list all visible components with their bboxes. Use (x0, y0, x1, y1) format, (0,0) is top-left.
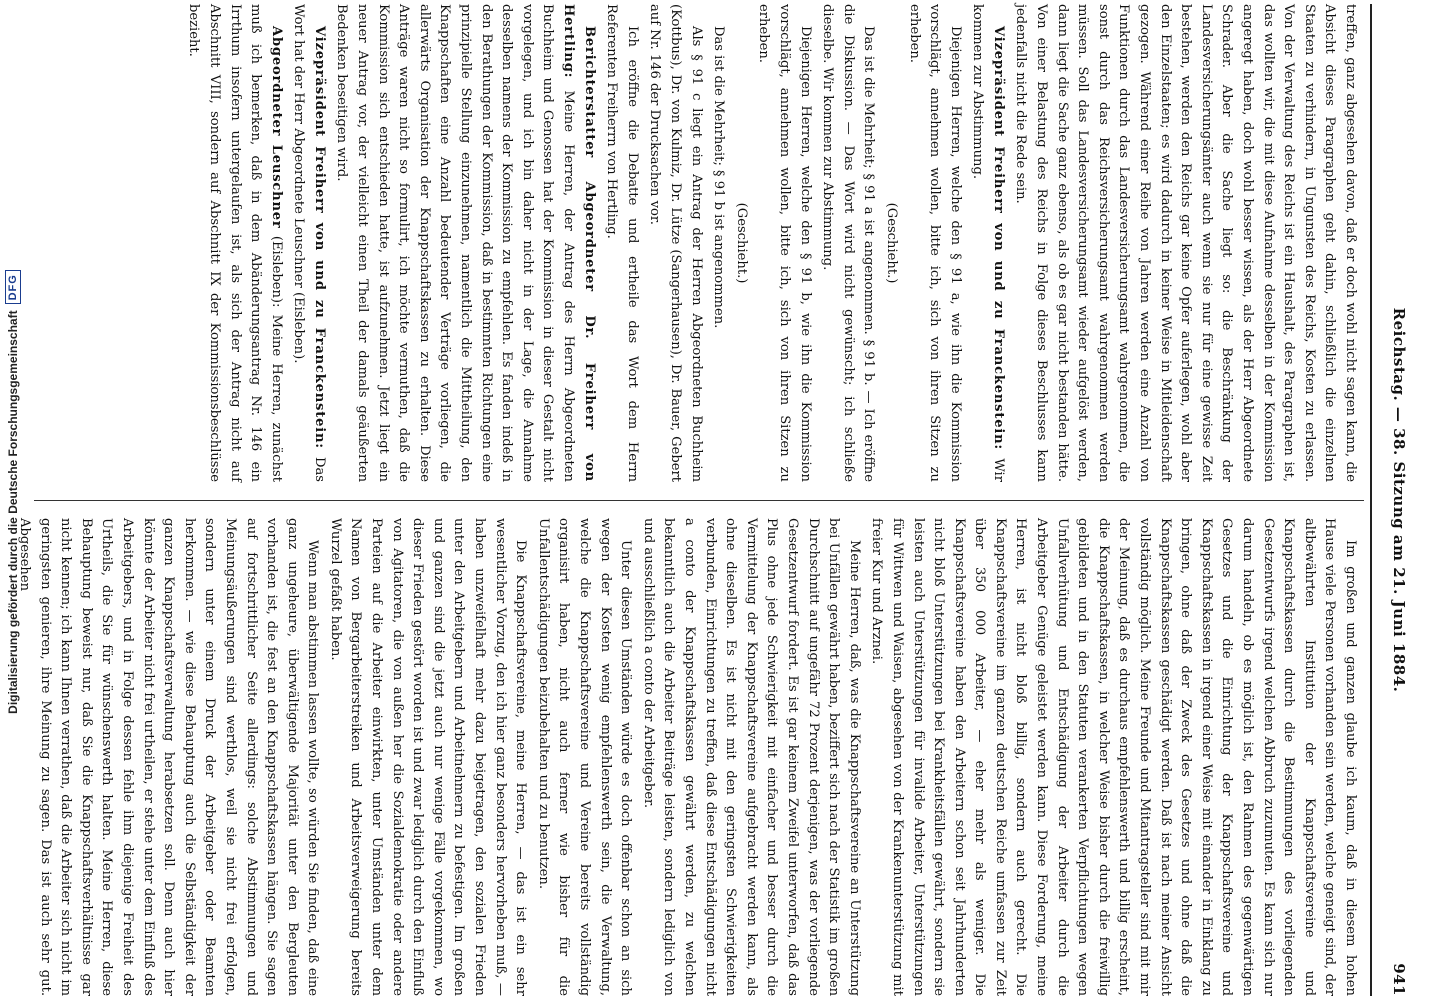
header-rule (1370, 4, 1372, 996)
right-column (17, 518, 1360, 996)
paragraph (288, 4, 329, 482)
paragraph: Die Knappschaftsvereine, meine Herren, — das ist ein sehr wesentlicher Vorzug, den ich hier ganz besonders hervorheben muß, — haben unzweifelhaft mehr dazu beigetragen, den sozialen Frieden unter den Arbeitgebern und Arbeitnehmern zu befestigen. Im großen und ganzen sind die jetzt auch nur wenige Fälle vorgekommen, wo dieser Frieden gestört worden ist und zwar lediglich durch den Einfluß von Agitatoren, die von außen her die Sozialdemokratie oder andere Parteien auf die Arbeiter einwirkten, unter Umständen unter dem Namen von Bergarbeiterstreiken und Arbeitsverweigerung bereits Wurzel gefaßt haben. (327, 518, 529, 996)
paragraph (967, 4, 1008, 482)
speaker-name: Vizepräsident Freiherr von und zu Franckenstein: (311, 26, 327, 449)
speech-text: Wir kommen zur Abstimmung. (970, 4, 1006, 482)
paragraph: Diejenigen Herren, welche den § 91 a, wie ihn die Kommission vorschlägt, annehmen wollen, bitte ich, sich von ihren Sitzen zu erheben. (906, 4, 963, 482)
paragraph: Das ist die Mehrheit; § 91 a ist angenommen. § 91 b. — Ich eröffne die Diskussion. — Das Wort wird nicht gewünscht; ich schließe dieselbe. Wir kommen zur Abstimmung. (820, 4, 877, 482)
speaker-name: Abgeordneter Leuschner (268, 26, 284, 229)
paragraph: Wenn man abstimmen lassen wollte, so würden Sie finden, daß eine ganz ungeheure, überwältigende Majorität unter den Bergleuten vorhanden ist, die fest an den Knappschaftskassen hängen. Sie sagen auf fortschrittlicher Seite allerdings: solche Abstimmungen und Meinungsäußerungen sind werthlos, weil sie nicht frei erfolgen, sondern unter einem Druck der Arbeitgeber oder Beamten herkommen. — wie diese Behauptung auch die Selbständigkeit der ganzen Knappschaftsverwaltung herabsetzen soll. Denn auch hier könnte der Arbeiter nicht frei urtheilen, er stehe unter dem Einfluß des Arbeitgebers, und in Folge dessen fehle ihm diejenige Freiheit des Urtheils, die Sie für wünschenswerth halten. Meine Herren, diese Behauptung beweist nur, daß Sie die Knappschaftsverhältnisse gar nicht kennen; ich kann Ihnen verrathen, daß die Arbeiter sich nicht im geringsten genieren, ihre Meinung zu sagen. Das ist auch sehr gut. Abgesehen (17, 518, 321, 996)
paragraph: Diejenigen Herren, welche den § 91 b, wie ihn die Kommission vorschlägt, annehmen wollen, bitte ich, sich von ihren Sitzen zu erheben. (756, 4, 813, 482)
stage-direction: (Geschieht.) (733, 202, 749, 284)
paragraph (331, 4, 599, 482)
left-column (40, 4, 1360, 482)
speech-text: Das Wort hat der Herr Abgeordnete Leuschner (Eisleben). (291, 4, 327, 483)
paragraph: Ich eröffne die Debatte und ertheile das Wort dem Herrn Referenten Freiherrn von Hertling. (604, 4, 640, 482)
running-head (1376, 4, 1422, 996)
paragraph: Unter diesen Umständen würde es doch offenbar schon an sich wegen der Kosten wenig empfehlenswerth sein, die Verwaltung, welche die Knappschaftsvereine und Vereine bereits vollständig organisirt haben, nicht auch ferner wie bisher für die Unfallentschädigungen beizubehalten und zu benutzen. (535, 518, 634, 996)
running-head-title: Reichstag. — 38. Sitzung am 21. Juni 1884. (1390, 307, 1408, 693)
paragraph: Als § 91 c liegt ein Antrag der Herren Abgeordneten Buchheim (Kottbus), Dr. von Kulmiz, Dr. Lütze (Sangerhausen), Dr. Bauer, Gebert auf Nr. 146 der Drucksachen vor. (647, 4, 704, 482)
page-number: 941 (1390, 963, 1408, 996)
paragraph: Das ist die Mehrheit; § 91 b ist angenommen. (711, 26, 727, 329)
dfg-logo: DFG (5, 270, 21, 304)
paragraph: Im großen und ganzen glaube ich kaum, daß in diesem hohen Hause viele Personen vorhanden sein werden, welche geneigt sind, der altbewährten Institution der Knappschaftsvereine und Knappschaftskassen durch die Bestimmungen des vorliegenden Gesetzentwurfs irgend welchen Abbruch zuzumuten. Es kann sich nur darum handeln, ob es möglich ist, den Rahmen des gegenwärtigen Gesetzes und die Einrichtung der Knappschaftsvereine und Knappschaftskassen in irgend einer Weise mit einander in Einklang zu bringen, ohne daß der Zweck des Gesetzes und ohne daß die Knappschaftskassen geschädigt werden. Daß ist nach meiner Ansicht vollständig möglich. Meine Freunde und Mitantragsteller sind mit mir der Meinung, daß es durchaus empfehlenswerth und billig erscheint, die Knappschaftskassen, in welcher Weise bisher durch die freiwillig gebildeten und in den Statuten verankerten Verpflichtungen wegen Unfallverhütung und Entschädigung der Arbeiter durch die Arbeitgeber Genüge geleistet werden kann. Diese Forderung, meine Herren, ist nicht bloß billig, sondern auch gerecht. Die Knappschaftsvereine im ganzen deutschen Reiche umfassen zur Zeit über 350 000 Arbeiter, — eher mehr als weniger. Die Knappschaftsvereine haben den Arbeitern schon seit Jahrhunderten nicht bloß Unterstützungen bei Krankheitsfällen gewährt, sondern sie leisten auch Unterstützungen für invalide Arbeiter, Unterstützungen für Wittwen und Waisen, abgesehen von der Krankenunterstützung mit freier Kur und Arznei. (869, 518, 1358, 996)
speaker-name: Berichterstatter Abgeordneter Dr. Freiherr von Hertling: (561, 4, 597, 482)
speaker-name: Vizepräsident Freiherr von und zu Franckenstein: (990, 26, 1006, 451)
stage-direction: (Geschieht.) (883, 202, 899, 284)
paragraph: Meine Herren, daß, was die Knappschaftsvereine an Unterstützung bei Unfällen gewährt haben, beziffert sich nach der Statistik im großen Durchschnitt auf ungefähr 72 Prozent derjenigen, was der vorliegende Gesetzentwurf fordert. Es ist gar keinem Zweifel unterworfen, daß das Plus ohne jede Schwierigkeit mit einfacher und besser durch die Vermittelung der Knappschaftsvereine aufgebracht werden kann, als ohne dieselben. Es ist nicht mit den geringsten Schwierigkeiten verbunden, Einrichtungen zu treffen, daß diese Entschädigungen nicht a conto der Knappschaftskassen gewährt werden, zu welchen bekanntlich auch die Arbeiter Beiträge leisten, sondern lediglich von und ausschließlich a conto der Arbeitgeber. (640, 518, 862, 996)
paragraph (183, 4, 286, 482)
speech-text: (Eisleben): Meine Herren, zunächst muß ich bemerken, daß in dem Abänderungsantrag Nr. 146 ein Irrthum insofern untergelaufen ist, als sich der Antrag nicht auf Abschnitt VIII, sondern auf Abschnitt IX der Kommissionsbeschlüsse bezieht. (186, 4, 284, 482)
speech-text: Meine Herren, der Antrag des Herrn Abgeordneten Buchheim und Genossen hat der Kommission in dieser Gestalt nicht vorgelegen, und ich bin daher nicht in der Lage, die Annahme desselben namens der Kommission zu empfehlen. Es fanden indeß in den Berathungen der Kommission, daß in bestimmten Richtungen eine prinzipielle Stellung einzunehmen, namentlich die Mittheilung, den Knappschaften eine Anzahl bedeutender Verträge vorliegen, die allerwärts Organisation der Knappschaftskassen zu erhalten. Diese Anträge waren nicht so formulirt, ich möchte vermuthen, daß die Kommission sich entschieden hatte, ist aufzunehmen. Jetzt liegt ein neuer Antrag vor, der vielleicht einen Theil der damals geäußerten Bedenken beseitigen wird. (334, 4, 577, 482)
scanned-page (17, 4, 1422, 996)
page-content (17, 4, 1422, 996)
column-divider (34, 500, 1364, 501)
paragraph: treffen, ganz abgesehen davon, daß er doch wohl nicht sagen kann, die Absicht dieses Paragraphen geht dahin, schließlich die einzelnen Staaten zu verhindern, in Ungunsten des Reichs, Kosten zu erlassen. Von der Verwaltung des Reichs ist ein Haushalt, des Paragraphen ist, das wollten wir, die mit diese Aufnahme desselben in der Kommission angeregt haben, doch wohl besser wissen, als der Herr Abgeordnete Schrader. Aber die Sache liegt so: die Beschränkung der Landesversicherungsämter auch wenn sie nur für eine gewisse Zeit bestehen, werden den Reichs gar keine Opfer auferlegen, wohl aber den Einzelstaaten; es wird dadurch in keiner Weise in Mitleidenschaft gezogen. Während einer Reihe von Jahren werden eine Anzahl von Funktionen durch das Landesversicherungsamt wahrgenommen, die sonst durch das Reichsversicherungsamt wahrgenommen werden müssen. Soll das Landesversicherungsamt wieder aufgelöst werden, dann liegt die Sache ganz ebenso, als ob es gar nicht bestanden hätte. Von einer Belastung des Reichs in Folge dieses Beschlusses kann jedenfalls nicht die Rede sein. (1013, 4, 1358, 482)
credit-text: Digitalisierung gefördert durch die Deutsche Forschungsgemeinschaft (6, 310, 20, 714)
